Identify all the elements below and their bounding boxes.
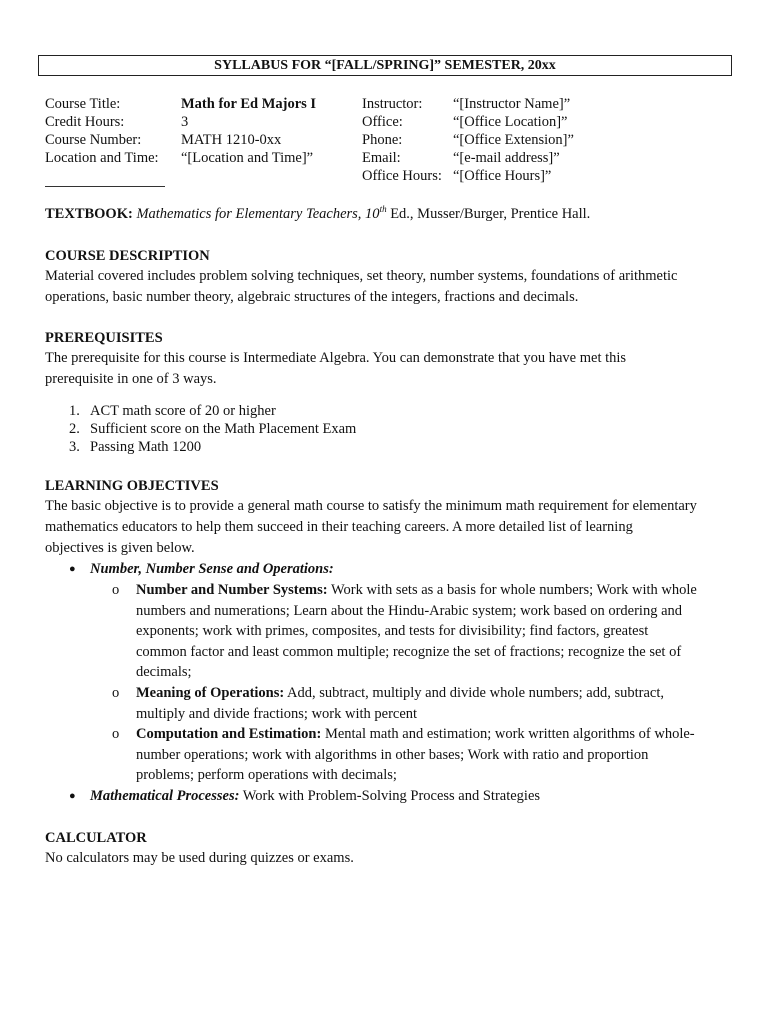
course-number-label: Course Number: [45, 132, 142, 148]
office-hours-value: “[Office Hours]” [453, 168, 552, 184]
sub-bullet-circle-icon: o [112, 684, 120, 701]
list-item-text: Passing Math 1200 [90, 439, 202, 455]
bullet-dot-icon: ● [69, 563, 76, 575]
instructor-label: Instructor: [362, 96, 423, 112]
bullet-text: Work with Problem-Solving Process and Strategies [239, 787, 541, 804]
prerequisites-line: The prerequisite for this course is Intermediate Algebra. You can demonstrate that you have met this [45, 350, 627, 366]
office-label: Office: [362, 114, 403, 130]
course-description-heading: COURSE DESCRIPTION [45, 248, 210, 264]
prerequisites-heading: PREREQUISITES [45, 330, 163, 346]
learning-objectives-line: The basic objective is to provide a general math course to satisfy the minimum math requirement for elementary [45, 498, 697, 514]
sub-bullet-line: number operations; work with algorithms in other bases; Work with ratio and proportion [136, 746, 649, 763]
calculator-heading: CALCULATOR [45, 830, 147, 846]
calculator-text: No calculators may be used during quizzes or exams. [45, 850, 354, 866]
bullet-heading: Number, Number Sense and Operations: [90, 561, 334, 577]
course-info-values [181, 95, 316, 167]
sub-bullet-label: Meaning of Operations: [136, 684, 285, 701]
prerequisites-line: prerequisite in one of 3 ways. [45, 371, 217, 387]
bullet-dot-icon: ● [69, 789, 76, 802]
learning-objectives-line: objectives is given below. [45, 540, 195, 556]
textbook-label: TEXTBOOK: [45, 206, 133, 222]
sub-bullet-line: Add, subtract, multiply and divide whole numbers; add, subtract, [284, 684, 664, 701]
learning-objectives-heading: LEARNING OBJECTIVES [45, 478, 219, 494]
sub-bullet-line: common factor and least common multiple; recognize the set of fractions; recognize the set of [136, 643, 682, 660]
instructor-info-labels [362, 95, 442, 185]
list-item [45, 438, 735, 456]
course-number-value: MATH 1210-0xx [181, 132, 282, 148]
list-number: 2. [69, 421, 80, 437]
email-label: Email: [362, 150, 401, 166]
sub-bullet-item [45, 580, 735, 683]
course-title-label: Course Title: [45, 96, 121, 112]
sub-bullet-line: decimals; [136, 664, 192, 681]
bullet-item [45, 786, 735, 807]
sub-bullet-item [45, 724, 735, 786]
office-value: “[Office Location]” [453, 114, 568, 130]
bullet-heading: Mathematical Processes: [90, 787, 240, 804]
syllabus-title: SYLLABUS FOR “[FALL/SPRING]” SEMESTER, 20xx [38, 55, 732, 76]
bullet-item [45, 559, 735, 580]
sub-bullet-circle-icon: o [112, 726, 120, 743]
course-info-block [45, 95, 735, 187]
sub-bullet-line: Mental math and estimation; work written algorithms of whole- [321, 726, 695, 743]
calculator-section [45, 828, 735, 869]
sub-bullet-label: Computation and Estimation: [136, 726, 322, 743]
learning-objectives-section [45, 476, 735, 807]
sub-bullet-line: Work with sets as a basis for whole numbers; Work with whole [327, 582, 697, 598]
course-description-line: Material covered includes problem solving techniques, set theory, number systems, foundations of arithmetic [45, 268, 678, 284]
list-number: 3. [69, 439, 80, 455]
sub-bullet-line: multiply and divide fractions; work with percent [136, 705, 418, 722]
sub-bullet-item [45, 683, 735, 724]
list-item [45, 420, 735, 438]
location-time-label: Location and Time: [45, 150, 159, 166]
sub-bullet-label: Number and Number Systems: [136, 582, 328, 598]
phone-value: “[Office Extension]” [453, 132, 574, 148]
sub-bullet-line: numbers and numerations; Learn about the Hindu-Arabic system; work based on ordering and [136, 602, 683, 619]
learning-objectives-line: mathematics educators to help them succeed in their teaching careers. A more detailed list of learning [45, 519, 633, 535]
list-number: 1. [69, 403, 80, 419]
sub-bullet-circle-icon: o [112, 582, 120, 598]
divider-line [45, 186, 165, 187]
course-description-section [45, 246, 735, 308]
textbook-title: Mathematics for Elementary Teachers, 10 [136, 206, 380, 222]
phone-label: Phone: [362, 132, 403, 148]
textbook-edition-sup: th [379, 204, 387, 215]
textbook-details: Ed., Musser/Burger, Prentice Hall. [386, 206, 591, 222]
sub-bullet-line: exponents; work with primes, composites, and tests for divisibility; find factors, greatest [136, 623, 649, 640]
location-time-value: “[Location and Time]” [181, 150, 314, 166]
prerequisites-list [45, 402, 735, 456]
email-value: “[e-mail address]” [453, 150, 560, 166]
course-title-value: Math for Ed Majors I [181, 96, 317, 112]
instructor-value: “[Instructor Name]” [453, 96, 571, 112]
prerequisites-section [45, 328, 735, 390]
credit-hours-label: Credit Hours: [45, 114, 125, 130]
list-item-text: ACT math score of 20 or higher [90, 403, 276, 419]
instructor-info-values [453, 95, 574, 185]
office-hours-label: Office Hours: [362, 168, 442, 184]
course-description-line: operations, basic number theory, algebraic structures of the integers, fractions and decimals. [45, 289, 579, 305]
sub-bullet-line: problems; perform operations with decimals; [136, 767, 397, 784]
list-item-text: Sufficient score on the Math Placement Exam [90, 421, 357, 437]
course-info-labels [45, 95, 159, 167]
textbook-section [45, 204, 735, 224]
list-item [45, 402, 735, 420]
credit-hours-value: 3 [181, 114, 189, 130]
